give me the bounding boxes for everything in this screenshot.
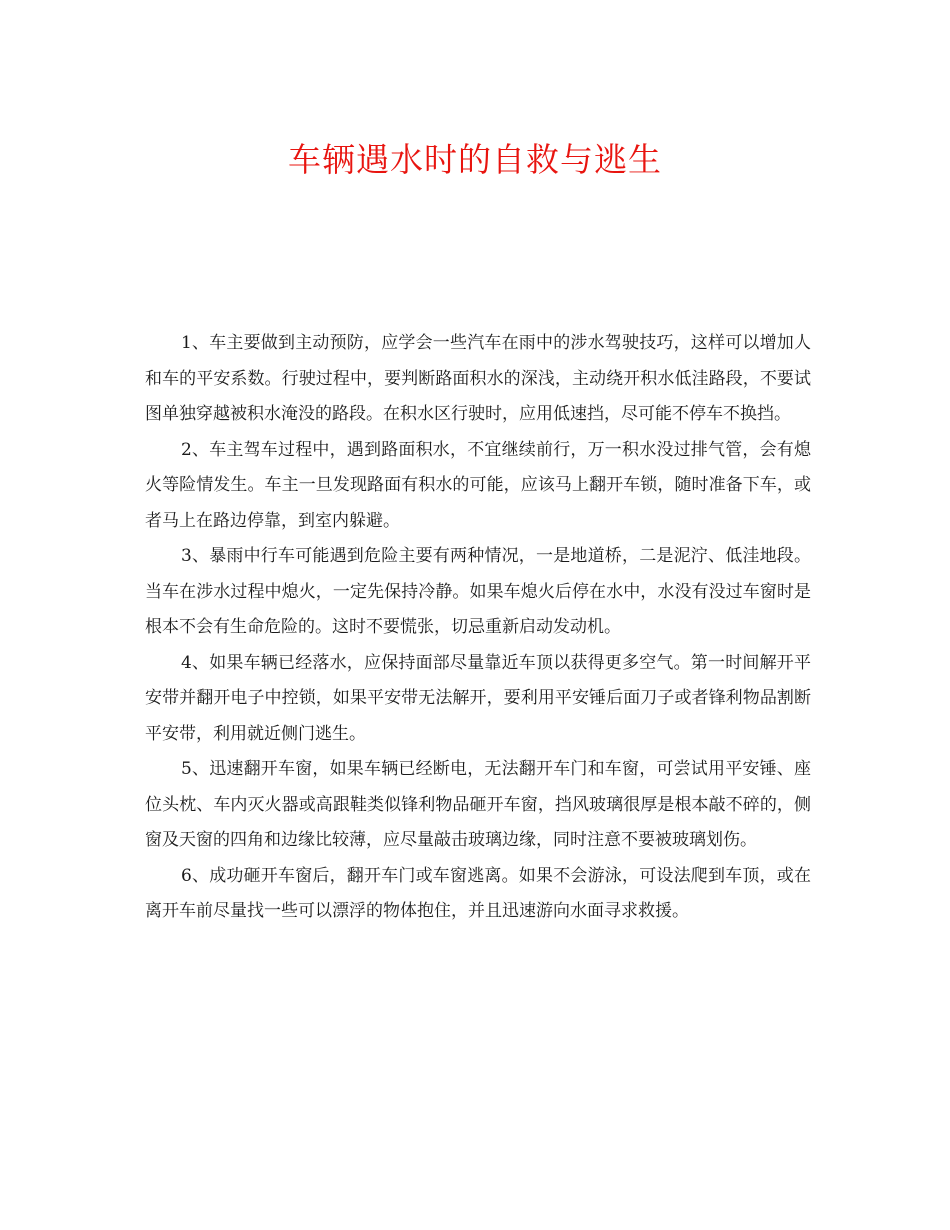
document-body (145, 326, 811, 930)
page-title: 车辆遇水时的自救与逃生 (288, 140, 662, 179)
paragraph-2: 2、车主驾车过程中，遇到路面积水，不宜继续前行，万一积水没过排气管，会有熄火等险情发生。车主一旦发现路面有积水的可能，应该马上翻开车锁，随时准备下车，或者马上在路边停靠，到室内躲避。 (145, 439, 811, 531)
paragraph-5: 5、迅速翻开车窗，如果车辆已经断电，无法翻开车门和车窗，可尝试用平安锤、座位头枕、车内灭火器或高跟鞋类似锋利物品砸开车窗，挡风玻璃很厚是根本敲不碎的，侧窗及天窗的四角和边缘比较薄，应尽量敲击玻璃边缘，同时注意不要被玻璃划伤。 (145, 759, 811, 850)
paragraph-4: 4、如果车辆已经落水，应保持面部尽量靠近车顶以获得更多空气。第一时间解开平安带并翻开电子中控锁，如果平安带无法解开，要利用平安锤后面刀子或者锋利物品割断平安带，利用就近侧门逃生。 (145, 652, 811, 744)
paragraph-1: 1、车主要做到主动预防，应学会一些汽车在雨中的涉水驾驶技巧，这样可以增加人和车的平安系数。行驶过程中，要判断路面积水的深浅，主动绕开积水低洼路段，不要试图单独穿越被积水淹没的路段。在积水区行驶时，应用低速挡，尽可能不停车不换挡。 (145, 333, 811, 424)
paragraph-3: 3、暴雨中行车可能遇到危险主要有两种情况，一是地道桥，二是泥泞、低洼地段。当车在涉水过程中熄火，一定先保持冷静。如果车熄火后停在水中，水没有没过车窗时是根本不会有生命危险的。这时不要慌张，切忌重新启动发动机。 (145, 546, 811, 637)
paragraph-6: 6、成功砸开车窗后，翻开车门或车窗逃离。如果不会游泳，可设法爬到车顶，或在离开车前尽量找一些可以漂浮的物体抱住，并且迅速游向水面寻求救援。 (145, 865, 811, 921)
